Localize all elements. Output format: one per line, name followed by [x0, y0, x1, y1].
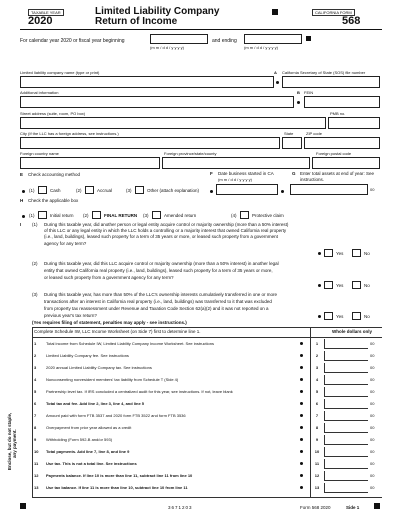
q1-yes-checkbox[interactable] — [324, 249, 333, 257]
q1-yes-label: Yes — [336, 251, 344, 256]
california-form-label: CALIFORNIA FORM — [312, 9, 355, 16]
llc-name-label: Limited liability company name (type or print) — [20, 70, 100, 75]
line-description: Use tax balance. If line 11 is more than line 10, subtract line 10 from line 11 — [46, 485, 188, 490]
line-number: 7 — [34, 413, 37, 418]
line-description: Limited Liability Company fee. See instructions — [46, 353, 129, 358]
line-number: 9 — [34, 437, 37, 442]
pmb-label: PMB no. — [330, 111, 346, 116]
lines-intro: Complete Schedule IW, LLC Income Worksheet (on Side 7) first to determine line 1. — [34, 329, 201, 334]
q1-line-3: (i.e., land, buildings), leased such property for a term of 35 years or more, or leased such property from a government — [44, 234, 278, 239]
line-number: 3 — [34, 365, 37, 370]
h-opt4-num: (4) — [231, 213, 237, 218]
h-opt1-num: (1) — [29, 213, 35, 218]
line-number-box: 1 — [315, 341, 319, 346]
total-assets-input[interactable] — [290, 184, 368, 195]
line-amount-input[interactable] — [324, 435, 368, 445]
line-amount-input[interactable] — [324, 423, 368, 433]
q3-line-3: from property tax reassessment under Revenue and Taxation Code Section 62(a)(2) and it was not reported on a — [44, 306, 269, 311]
line-number-box: 9 — [315, 437, 319, 442]
accounting-method-label: Check accounting method — [28, 172, 81, 177]
q2-yes-label: Yes — [336, 283, 344, 288]
pmb-input[interactable] — [328, 117, 380, 129]
penalty-note: (Yes requires filing of statement, penalties may apply - see instructions.) — [32, 320, 187, 325]
line-amount-input[interactable] — [324, 483, 368, 493]
form-number: 568 — [342, 15, 361, 27]
additional-info-label: Additional information — [20, 90, 59, 95]
total-assets-label: Enter total assets at end of year: See instructions. — [300, 171, 375, 182]
line-description: Total tax and fee. Add line 2, line 3, line 4, and line 5 — [46, 401, 145, 406]
q1-num: (1) — [32, 222, 38, 227]
initial-return-checkbox[interactable] — [38, 211, 47, 219]
q2-no-label: No — [364, 283, 370, 288]
period-label: For calendar year 2020 or fiscal year beginning — [20, 38, 125, 44]
line-number: 13 — [34, 485, 39, 490]
whole-dollars-header: Whole dollars only — [332, 329, 373, 334]
initial-return-label: Initial return — [50, 213, 74, 218]
taxable-year-label: TAXABLE YEAR — [28, 9, 64, 16]
q1-line-1: During this taxable year, did another person or legal entity acquire control or majority ownership (more than a 50% interest) — [44, 222, 289, 227]
line-number-box: 6 — [315, 401, 319, 406]
q3-yes-label: Yes — [336, 314, 344, 319]
lines-bottom-rule — [32, 497, 382, 498]
line-description: Nonconsenting nonresident members' tax liability from Schedule T (Side 4) — [46, 377, 179, 382]
sos-file-input[interactable] — [282, 76, 380, 88]
required-dot — [300, 378, 303, 381]
date-started-hint: (m m / d d / y y y y) — [218, 177, 253, 182]
city-input[interactable] — [20, 137, 280, 149]
q2-no-checkbox[interactable] — [352, 281, 361, 289]
additional-info-input[interactable] — [20, 96, 294, 108]
a-label: A — [274, 70, 277, 75]
h-title: Check the applicable box — [28, 198, 79, 203]
line-number-box: 7 — [315, 413, 319, 418]
foreign-postal-input[interactable] — [312, 157, 380, 169]
line-description: Total income from Schedule IW, Limited Liability Company Income Worksheet. See instructions — [46, 341, 214, 346]
line-amount-input[interactable] — [324, 351, 368, 361]
line-amount-input[interactable] — [324, 471, 368, 481]
footer-form-ref: Form 568 2020 — [300, 505, 331, 510]
date-started-label: Date business started in CA — [218, 171, 274, 176]
llc-name-input[interactable] — [20, 76, 274, 88]
line-description: Total payments. Add line 7, line 8, and line 9 — [46, 449, 130, 454]
required-dot — [22, 215, 25, 218]
line-amount-cents: 00 — [370, 449, 375, 454]
required-dot — [300, 402, 303, 405]
required-dot — [22, 190, 25, 193]
line-amount-input[interactable] — [324, 447, 368, 457]
line-number-box: 8 — [315, 425, 319, 430]
line-number-box: 11 — [314, 461, 320, 466]
line-description: Amount paid with form FTB 3537 and 2020 form FTB 3522 and form FTB 3536 — [46, 413, 186, 418]
line-number: 4 — [34, 377, 37, 382]
foreign-country-input[interactable] — [20, 157, 160, 169]
fein-label: FEIN — [304, 90, 314, 95]
payment-note-line1: Enclose, but do not staple, — [7, 412, 12, 470]
other-method-checkbox[interactable] — [135, 186, 144, 194]
line-number-box: 2 — [315, 353, 319, 358]
q3-line-4: previous year's tax return? — [44, 313, 97, 318]
q1-no-checkbox[interactable] — [352, 249, 361, 257]
line-description: Use tax. This is not a total line. See instructions — [46, 461, 137, 466]
h-label: H — [20, 198, 24, 203]
line-amount-input[interactable] — [324, 399, 368, 409]
protective-claim-checkbox[interactable] — [240, 211, 249, 219]
q3-num: (3) — [32, 292, 38, 297]
line-number-box: 10 — [314, 449, 320, 454]
line-number: 12 — [34, 473, 39, 478]
method-opt3-num: (3) — [126, 188, 132, 193]
line-amount-cents: 00 — [370, 485, 375, 490]
line-amount-cents: 00 — [370, 437, 375, 442]
q2-line-3: or leased such property from a government agency for any term? — [44, 275, 174, 280]
line-amount-input[interactable] — [324, 339, 368, 349]
foreign-province-input[interactable] — [162, 157, 310, 169]
b-label: B — [297, 90, 300, 95]
required-dot — [300, 462, 303, 465]
q1-no-label: No — [364, 251, 370, 256]
footer-right-marker — [374, 503, 380, 509]
line-amount-cents: 00 — [370, 413, 375, 418]
end-date-hint: (m m / d d / y y y y) — [244, 45, 279, 50]
required-dot — [276, 81, 279, 84]
line-number: 1 — [34, 341, 37, 346]
line-amount-input[interactable] — [324, 375, 368, 385]
footer-left-marker — [20, 503, 26, 509]
fiscal-end-input[interactable] — [244, 34, 302, 44]
total-assets-cents: 00 — [370, 187, 375, 192]
foreign-province-label: Foreign province/state/county — [164, 151, 217, 156]
form-title-line1: Limited Liability Company — [95, 6, 220, 17]
fein-input[interactable] — [304, 96, 380, 108]
line-amount-cents: 00 — [370, 377, 375, 382]
line-amount-input[interactable] — [324, 387, 368, 397]
line-description: 2020 annual Limited Liability Company tax. See instructions — [46, 365, 152, 370]
street-input[interactable] — [20, 117, 326, 129]
and-ending-label: and ending — [212, 38, 237, 44]
line-amount-cents: 00 — [370, 389, 375, 394]
final-return-label: FINAL RETURN — [104, 213, 138, 218]
payment-note-line2: any payment. — [12, 429, 17, 458]
lines-header-rule — [32, 337, 382, 338]
line-number-box: 3 — [315, 365, 319, 370]
state-input[interactable] — [282, 137, 302, 149]
footer-side: Side 1 — [346, 505, 360, 510]
marker-square — [306, 36, 311, 41]
line-amount-input[interactable] — [324, 411, 368, 421]
line-number-box: 12 — [314, 473, 320, 478]
line-amount-cents: 00 — [370, 353, 375, 358]
corner-marker-square — [272, 9, 278, 15]
date-started-input[interactable] — [216, 184, 278, 195]
cash-checkbox[interactable] — [38, 186, 47, 194]
line-number: 8 — [34, 425, 37, 430]
line-number: 2 — [34, 353, 37, 358]
method-opt2-num: (2) — [76, 188, 82, 193]
lines-left-rule — [32, 327, 33, 497]
fiscal-begin-input[interactable] — [150, 34, 208, 44]
begin-date-hint: (m m / d d / y y y y) — [150, 45, 185, 50]
i-label: I — [20, 222, 22, 227]
required-dot — [300, 390, 303, 393]
required-dot — [297, 101, 300, 104]
line-number: 11 — [34, 461, 39, 466]
foreign-country-label: Foreign country name — [20, 151, 59, 156]
h-opt3-num: (3) — [143, 213, 149, 218]
final-return-checkbox[interactable] — [92, 211, 101, 219]
q3-line-1: During this taxable year, has more than 50% of the LLC's ownership interests cumulatively transferred in one or more — [44, 292, 277, 297]
line-amount-cents: 00 — [370, 425, 375, 430]
line-amount-cents: 00 — [370, 401, 375, 406]
required-dot — [300, 366, 303, 369]
line-number-box: 4 — [315, 377, 319, 382]
line-amount-cents: 00 — [370, 473, 375, 478]
q3-yes-checkbox[interactable] — [324, 312, 333, 320]
line-number: 5 — [34, 389, 37, 394]
required-dot — [300, 438, 303, 441]
line-number: 10 — [34, 449, 39, 454]
q3-line-2: transactions after an interest in California real property (i.e., land, buildings) was transferred to it that was excluded — [44, 299, 272, 304]
lines-top-rule — [32, 327, 382, 328]
state-label: State — [284, 131, 294, 136]
required-dot — [318, 315, 321, 318]
city-label: City (If the LLC has a foreign address, see instructions.) — [20, 131, 119, 136]
line-number-box: 13 — [314, 485, 320, 490]
f-label: F — [210, 171, 213, 176]
q2-num: (2) — [32, 261, 38, 266]
line-amount-cents: 00 — [370, 461, 375, 466]
footer-barcode-number: 3671203 — [168, 505, 193, 510]
amended-return-label: Amended return — [164, 213, 197, 218]
protective-claim-label: Protective claim — [252, 213, 284, 218]
line-amount-input[interactable] — [324, 459, 368, 469]
form-title-line2: Return of Income — [95, 16, 178, 27]
line-description: Overpayment from prior year allowed as a credit — [46, 425, 132, 430]
cash-label: Cash — [50, 188, 61, 193]
required-dot — [318, 252, 321, 255]
required-dot — [300, 354, 303, 357]
line-number-box: 5 — [315, 389, 319, 394]
required-dot — [318, 284, 321, 287]
tax-year: 2020 — [28, 15, 53, 27]
zip-input[interactable] — [304, 137, 380, 149]
required-dot — [300, 414, 303, 417]
q1-line-4: agency for any term? — [44, 241, 87, 246]
required-dot — [300, 342, 303, 345]
header-divider — [20, 29, 382, 30]
street-label: Street address (suite, room, PO box) — [20, 111, 86, 116]
q2-line-2: entity that owned California real property (i.e., land, buildings), leased such property for a term of 35 years or more, — [44, 268, 273, 273]
other-method-label: Other (attach explanation) — [147, 188, 200, 193]
required-dot — [300, 474, 303, 477]
amended-return-checkbox[interactable] — [152, 211, 161, 219]
required-dot — [210, 190, 213, 193]
required-dot — [300, 486, 303, 489]
foreign-postal-label: Foreign postal code — [316, 151, 352, 156]
line-description: Partnership level tax. If IRS concluded a centralized audit for this year, see instructions. If not, leave blank — [46, 389, 233, 394]
line-amount-input[interactable] — [324, 363, 368, 373]
line-number: 6 — [34, 401, 37, 406]
required-dot — [300, 450, 303, 453]
h-opt2-num: (2) — [83, 213, 89, 218]
q3-no-label: No — [364, 314, 370, 319]
line-amount-cents: 00 — [370, 365, 375, 370]
accrual-label: Accrual — [97, 188, 113, 193]
line-description: Payments balance. If line 10 is more than line 11, subtract line 11 from line 10 — [46, 473, 193, 478]
line-description: Withholding (Form 592-B and/or 593) — [46, 437, 113, 442]
accrual-checkbox[interactable] — [85, 186, 94, 194]
q2-line-1: During this taxable year, did this LLC acquire control or majority ownership (more than a 50% interest) in another legal — [44, 261, 279, 266]
method-opt1-num: (1) — [29, 188, 35, 193]
e-label: E — [20, 172, 24, 177]
sos-file-label: California Secretary of State (SOS) file number — [282, 70, 366, 75]
line-amount-cents: 00 — [370, 341, 375, 346]
required-dot — [300, 426, 303, 429]
q3-no-checkbox[interactable] — [352, 312, 361, 320]
required-dot — [281, 190, 284, 193]
q2-yes-checkbox[interactable] — [324, 281, 333, 289]
zip-label: ZIP code — [306, 131, 322, 136]
q1-line-2: of this LLC or any legal entity in which the LLC holds a controlling or a majority interest that owned California real property — [44, 228, 287, 233]
g-label: G — [292, 171, 296, 176]
